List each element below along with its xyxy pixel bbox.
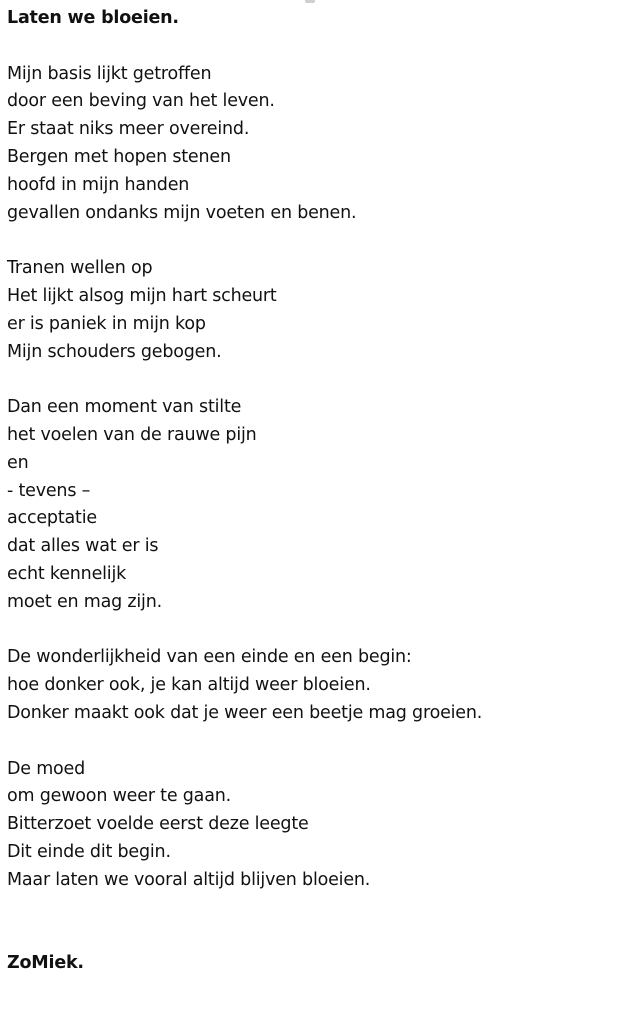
poem-line: De moed <box>7 758 86 779</box>
stanza-spacer <box>7 33 611 61</box>
poem-line: Dan een moment van stilte <box>7 397 242 418</box>
page-top-marker <box>305 0 315 3</box>
poem-line: acceptatie <box>7 508 97 529</box>
poem-line: Het lijkt alsog mijn hart scheurt <box>7 285 277 306</box>
poem-line: Tranen wellen op <box>7 258 153 279</box>
poem-line: hoofd in mijn handen <box>7 174 190 195</box>
poem-line: Maar laten we vooral altijd blijven bloeien. <box>7 869 371 890</box>
poem-line: Bergen met hopen stenen <box>7 146 231 167</box>
poem-line: Er staat niks meer overeind. <box>7 119 250 140</box>
poem-line: gevallen ondanks mijn voeten en benen. <box>7 202 357 223</box>
poem-document <box>7 5 611 978</box>
poem-line: en <box>7 452 29 473</box>
poem-line: dat alles wat er is <box>7 536 159 557</box>
poem-line: het voelen van de rauwe pijn <box>7 424 257 445</box>
poem-line: - tevens – <box>7 480 91 501</box>
poem-line: er is paniek in mijn kop <box>7 313 206 334</box>
stanza-2 <box>7 255 611 366</box>
stanza-3 <box>7 394 611 616</box>
stanza-spacer <box>7 728 611 756</box>
stanza-5 <box>7 756 611 895</box>
poem-line: De wonderlijkheid van een einde en een begin: <box>7 647 412 668</box>
poem-line: Bitterzoet voelde eerst deze leegte <box>7 814 309 835</box>
poem-line: Mijn basis lijkt getroffen <box>7 63 212 84</box>
signature-spacer <box>7 895 611 951</box>
stanza-1 <box>7 61 611 228</box>
poem-line: Mijn schouders gebogen. <box>7 341 222 362</box>
stanza-spacer <box>7 617 611 645</box>
stanza-spacer <box>7 227 611 255</box>
poem-line: Donker maakt ook dat je weer een beetje mag groeien. <box>7 702 483 723</box>
poem-line: Dit einde dit begin. <box>7 841 171 862</box>
stanza-4 <box>7 644 611 727</box>
poem-line: echt kennelijk <box>7 563 127 584</box>
poem-line: door een beving van het leven. <box>7 91 275 112</box>
poem-signature: ZoMiek. <box>7 953 84 974</box>
poem-line: moet en mag zijn. <box>7 591 162 612</box>
poem-title: Laten we bloeien. <box>7 8 179 28</box>
poem-line: om gewoon weer te gaan. <box>7 786 231 807</box>
stanza-spacer <box>7 366 611 394</box>
poem-line: hoe donker ook, je kan altijd weer bloeien. <box>7 675 371 696</box>
